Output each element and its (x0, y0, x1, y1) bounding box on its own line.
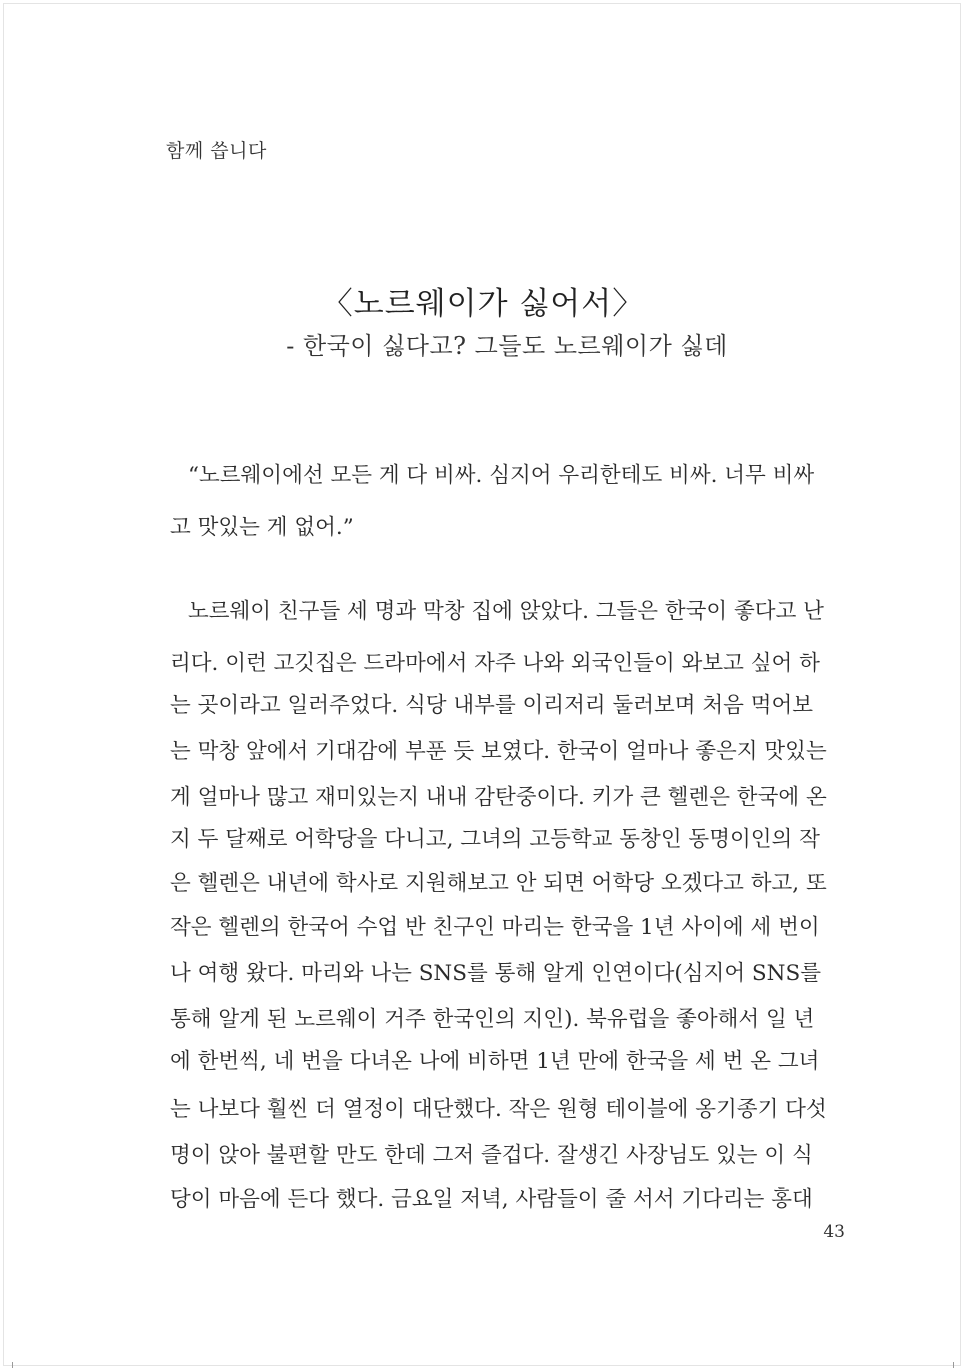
body-line: 당이 마음에 든다 했다. 금요일 저녁, 사람들이 줄 서서 기다리는 홍대 (170, 1187, 813, 1212)
body-line: 작은 헬렌의 한국어 수업 반 친구인 마리는 한국을 1년 사이에 세 번이 (170, 915, 820, 940)
chapter-subtitle: - 한국이 싫다고? 그들도 노르웨이가 싫데 (286, 332, 728, 360)
page-number: 43 (823, 1222, 845, 1242)
body-line: 게 얼마나 많고 재미있는지 내내 감탄중이다. 키가 큰 헬렌은 한국에 온 (170, 785, 827, 810)
body-line: “노르웨이에선 모든 게 다 비싸. 심지어 우리한테도 비싸. 너무 비싸 (188, 463, 815, 488)
body-line: 는 막창 앞에서 기대감에 부푼 듯 보였다. 한국이 얼마나 좋은지 맛있는 (170, 739, 827, 764)
chapter-title: 〈노르웨이가 싫어서〉 (321, 286, 645, 322)
crop-mark (12, 1362, 13, 1368)
body-line: 지 두 달째로 어학당을 다니고, 그녀의 고등학교 동창인 동명이인의 작 (170, 827, 820, 852)
body-line: 에 한번씩, 네 번을 다녀온 나에 비하면 1년 만에 한국을 세 번 온 그녀 (170, 1049, 820, 1074)
body-line: 고 맛있는 게 없어.” (170, 515, 354, 540)
body-line: 리다. 이런 고깃집은 드라마에서 자주 나와 외국인들이 와보고 싶어 하 (170, 651, 820, 676)
body-line: 통해 알게 된 노르웨이 거주 한국인의 지인). 북유럽을 좋아해서 일 년 (170, 1007, 815, 1032)
body-line: 노르웨이 친구들 세 명과 막창 집에 앉았다. 그들은 한국이 좋다고 난 (188, 599, 824, 624)
body-line: 는 곳이라고 일러주었다. 식당 내부를 이리저리 둘러보며 처음 먹어보 (170, 693, 814, 718)
body-line: 은 헬렌은 내년에 학사로 지원해보고 안 되면 어학당 오겠다고 하고, 또 (170, 871, 827, 896)
body-line: 는 나보다 훨씬 더 열정이 대단했다. 작은 원형 테이블에 옹기종기 다섯 (170, 1097, 827, 1122)
body-line: 명이 앉아 불편할 만도 한데 그저 즐겁다. 잘생긴 사장님도 있는 이 식 (170, 1143, 813, 1168)
body-line: 나 여행 왔다. 마리와 나는 SNS를 통해 알게 인연이다(심지어 SNS를 (170, 961, 821, 986)
crop-mark (953, 1362, 954, 1368)
running-head: 함께 씁니다 (166, 140, 267, 162)
